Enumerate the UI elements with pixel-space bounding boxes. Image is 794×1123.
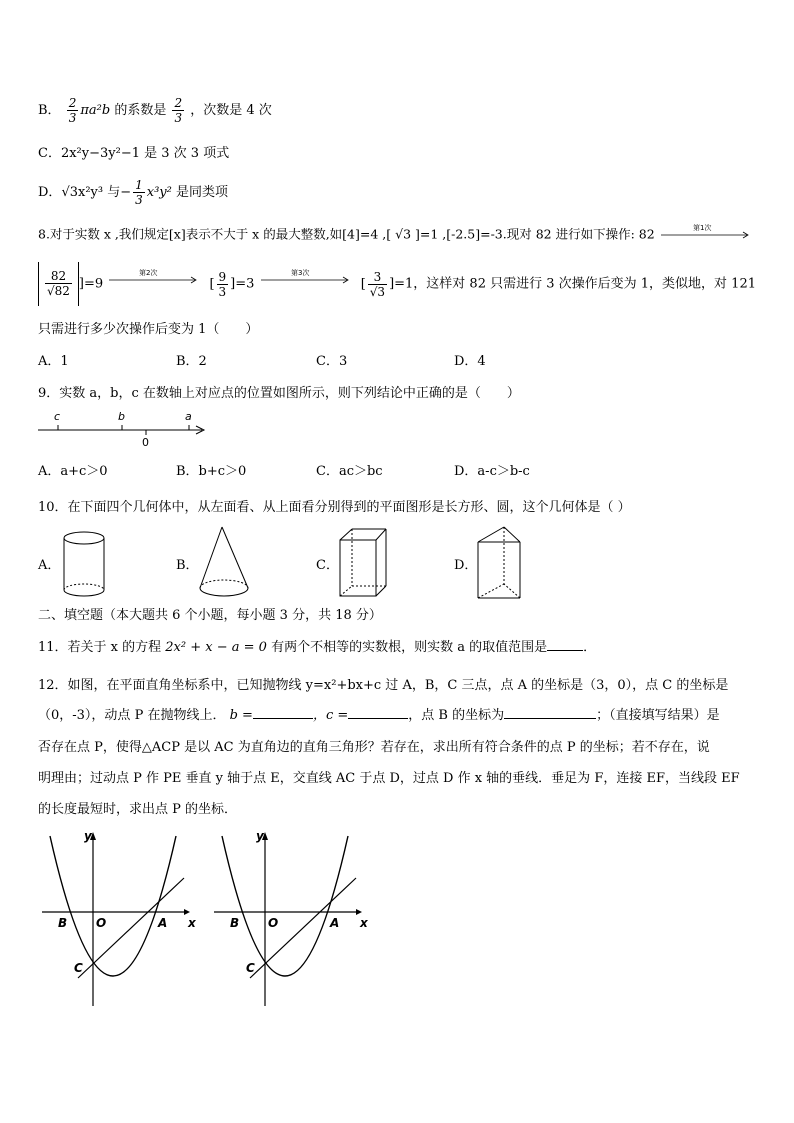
q7-option-d: [38, 178, 228, 207]
text: 有两个不相等的实数根，则实数 a 的取值范围是: [271, 640, 548, 655]
fraction: [133, 178, 145, 207]
q11-stem: [38, 638, 596, 658]
fraction: [172, 96, 184, 125]
number-line-figure: [36, 404, 216, 450]
q8-stem-line2: $\frac{82}{√82}$ ]=9 第2次 [ $\frac{9}{3}$ ]=3 第3次 [ $\frac{3}{√3}$ ]=1，这样对 82 只需进行 3 次操作后变为 1，类似地，对 121: [38, 262, 756, 307]
text: ]=9: [78, 276, 104, 292]
text: 8.对于实数 x ,我们规定[x]表示不大于 x 的最大整数,如[4]=4 ,[ √3 ]=1 ,[-2.5]=-3.现对 82 进行如下操作: 82: [38, 226, 655, 242]
q10-option-c-label: C．: [316, 558, 339, 573]
text: ，次数是 4 次: [190, 103, 272, 118]
arrow-label: 第3次: [290, 269, 310, 277]
cylinder-figure: [60, 528, 110, 600]
q9-option-b: B．b+c＞0: [176, 464, 247, 479]
denominator: √3: [369, 284, 386, 299]
text: ，点 B 的坐标为: [408, 708, 505, 723]
point-label-a: A: [330, 916, 340, 930]
arrow-3: [259, 262, 351, 306]
numerator: 2: [68, 96, 77, 110]
point-label-c: C: [246, 961, 255, 975]
q9-stem: 9．实数 a，b，c 在数轴上对应点的位置如图所示，则下列结论中正确的是（ ）: [38, 386, 520, 401]
q8-option-d: D．4: [454, 354, 486, 369]
q10-option-a-label: A．: [38, 558, 61, 573]
arrow-1: [659, 222, 751, 248]
parabola-graph-2: [210, 826, 380, 1012]
numerator: 9: [218, 269, 227, 284]
text: ；（直接填写结果）是: [596, 708, 720, 723]
section-heading: 二、填空题（本大题共 6 个小题，每小题 3 分，共 18 分）: [38, 608, 382, 623]
text: （0，-3），动点 P 在抛物线上．: [38, 708, 226, 723]
cone-figure: [196, 524, 256, 602]
answer-blank[interactable]: [547, 650, 583, 651]
text: ]=3: [230, 276, 255, 292]
label-zero: 0: [142, 436, 149, 449]
arrow-label: 第1次: [692, 224, 712, 232]
denominator: 3: [135, 193, 143, 207]
q10-stem: 10．在下面四个几何体中，从左面看、从上面看分别得到的平面图形是长方形、圆，这个几何体是（ ）: [38, 500, 631, 515]
fraction: [368, 270, 387, 299]
arrow-2: [107, 262, 199, 306]
q10-option-b-label: B．: [176, 558, 199, 573]
label-a: a: [185, 410, 192, 423]
denominator: 3: [218, 284, 227, 299]
q7-option-c: C．2x²y−3y²−1 是 3 次 3 项式: [38, 146, 230, 161]
text: b =: [229, 708, 253, 723]
term: πa²b: [80, 103, 111, 118]
q8-option-a: A．1: [38, 354, 69, 369]
point-label-a: A: [158, 916, 168, 930]
fraction: [45, 269, 72, 298]
answer-blank-c[interactable]: [348, 718, 408, 719]
q9-option-c: C．ac＞bc: [316, 464, 383, 479]
denominator: 3: [68, 111, 77, 125]
point-label-c: C: [74, 961, 83, 975]
cuboid-figure: [336, 526, 392, 604]
axis-label-x: x: [188, 916, 196, 930]
denominator: √82: [47, 284, 70, 298]
numerator: 3: [368, 270, 387, 285]
q12-line5: 的长度最短时，求出点 P 的坐标．: [38, 802, 238, 817]
triangular-prism-figure: [474, 524, 530, 604]
term: x³y²: [146, 185, 172, 200]
point-label-b: B: [230, 916, 240, 930]
q12-line4: 明理由；过动点 P 作 PE 垂直 y 轴于点 E，交直线 AC 于点 D，过点 D 作 x 轴的垂线．垂足为 F，连接 EF，当线段 EF: [38, 771, 740, 786]
denominator: 3: [174, 111, 183, 125]
q8-stem-line1: [38, 222, 751, 248]
q8-option-c: C．3: [316, 354, 348, 369]
q12-line1: 12．如图，在平面直角坐标系中，已知抛物线 y=x²+bx+c 过 A，B，C 三点，点 A 的坐标是（3，0），点 C 的坐标是: [38, 678, 729, 693]
axis-label-x: x: [360, 916, 368, 930]
axis-label-y: y: [256, 829, 264, 843]
floor-bracket: [38, 262, 79, 306]
q9-option-d: D．a-c＞b-c: [454, 464, 530, 479]
q7-option-b: [38, 96, 272, 125]
point-label-b: B: [58, 916, 68, 930]
fraction: [217, 270, 229, 299]
q8-option-b: B．2: [176, 354, 207, 369]
text: x²y³ 与−: [78, 185, 132, 200]
origin-label: O: [96, 916, 107, 930]
text: ]=1，这样对 82 只需进行 3 次操作后变为 1，类似地，对 121: [389, 276, 756, 292]
arrow-label: 第2次: [139, 269, 158, 277]
q8-stem-line3: 只需进行多少次操作后变为 1（ ）: [38, 322, 259, 337]
text: ．: [583, 640, 597, 655]
text: 11．若关于 x 的方程: [38, 640, 162, 655]
label-b: b: [118, 410, 125, 423]
label-c: c: [54, 410, 61, 423]
q12-line3: 否存在点 P，使得△ACP 是以 AC 为直角边的直角三角形？若存在，求出所有符合条件的点 P 的坐标；若不存在，说: [38, 740, 710, 755]
numerator: 2: [174, 96, 183, 110]
q10-option-d-label: D．: [454, 558, 478, 573]
text: 的系数是: [114, 103, 167, 118]
axis-label-y: y: [84, 829, 92, 843]
fraction: [67, 96, 79, 125]
parabola-graph-1: [38, 826, 208, 1012]
numerator: 82: [45, 269, 72, 284]
answer-blank-b[interactable]: [253, 718, 313, 719]
option-label: B．: [38, 103, 61, 118]
origin-label: O: [268, 916, 279, 930]
numerator: 1: [135, 178, 143, 192]
equation: 2x² + x − a = 0: [165, 640, 267, 655]
text: ，c =: [312, 708, 349, 723]
q12-line2: [38, 706, 720, 726]
option-label: D．: [38, 185, 62, 200]
text: 是同类项: [171, 185, 229, 200]
sqrt: √3: [61, 185, 78, 200]
q9-option-a: A．a+c＞0: [38, 464, 108, 479]
answer-blank-point-b[interactable]: [504, 718, 596, 719]
